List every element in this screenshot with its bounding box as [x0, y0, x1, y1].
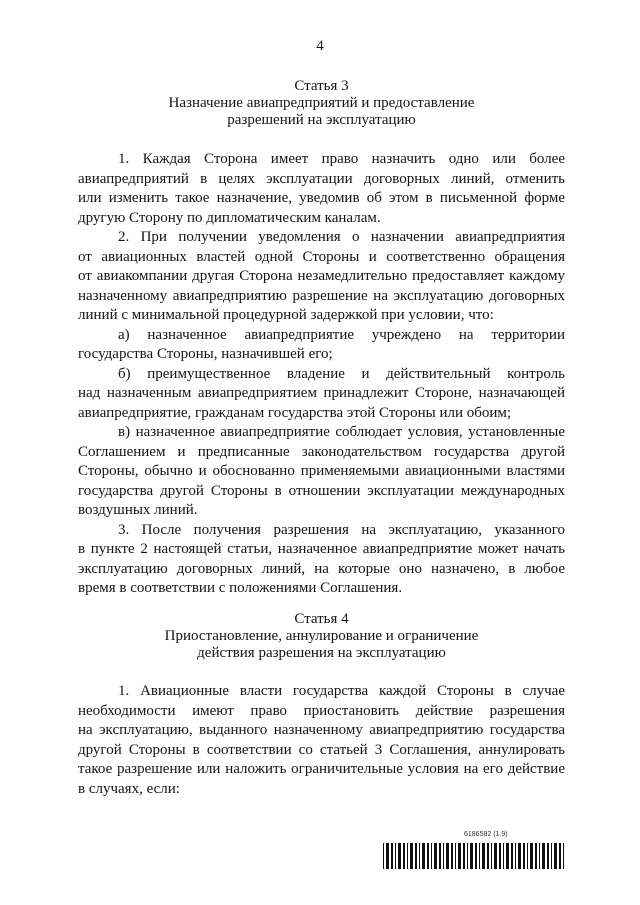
article-4-heading: [78, 611, 565, 662]
text-line: в) назначенное авиапредприятие соблюдает условия, установленные: [118, 424, 565, 440]
barcode-bar: [415, 843, 417, 869]
text-line: время в соответствии с положениями Соглашения.: [78, 580, 403, 596]
barcode-bar: [467, 843, 468, 869]
text-line: от авиакомпании другая Сторона незамедлительно предоставляет каждому: [78, 268, 565, 284]
text-line: линий с минимальной процедурной задержкой при условии, что:: [78, 307, 494, 323]
text-line: 1. Авиационные власти государства каждой Стороны в случае: [118, 683, 565, 699]
text-line: на эксплуатацию, выданного назначенному авиапредприятию государства: [78, 722, 565, 738]
text-line: государства другой Стороны в отношении эксплуатации международных: [78, 482, 565, 499]
text-line: а) назначенное авиапредприятие учреждено на территории: [118, 326, 565, 343]
barcode-caption: 6186582 (1.9): [464, 831, 508, 838]
barcode-bar: [511, 843, 513, 869]
text-line: необходимости имеют право приостановить действие разрешения: [78, 702, 565, 719]
text-line: воздушных линий.: [78, 502, 198, 518]
article-3-body: [78, 150, 565, 599]
text-line: авиапредприятие, гражданам государства этой Стороны или обоим;: [78, 404, 512, 421]
barcode-bar: [455, 843, 456, 869]
text-line: Соглашением и предписанные законодательством государства другой: [78, 443, 565, 460]
text-line: эксплуатацию договорных линий, на которые оно назначено, в любое: [78, 560, 565, 577]
text-line: другой Стороны в соответствии со статьей 3 Соглашения, аннулировать: [78, 741, 565, 758]
barcode-bar: [530, 843, 533, 869]
barcode-bar: [506, 843, 509, 869]
barcode-bar: [383, 843, 384, 869]
barcode-bar: [422, 843, 425, 869]
text-line: другую Сторону по дипломатическим каналам.: [78, 209, 381, 226]
barcode-bar: [407, 843, 408, 869]
barcode-bar: [446, 843, 449, 869]
text-line: в пункте 2 настоящей статьи, назначенное авиапредприятие может начать: [78, 541, 565, 557]
barcode-bar: [443, 843, 444, 869]
text-line: над назначенным авиапредприятием принадлежит Стороне, назначающей: [78, 385, 565, 401]
text-line: государства Стороны, назначившей его;: [78, 346, 333, 362]
text-line: в случаях, если:: [78, 780, 180, 797]
text-line: 2. При получении уведомления о назначении авиапредприятия: [118, 229, 565, 245]
text-line: авиапредприятий в целях эксплуатации договорных линий, отменить: [78, 170, 565, 187]
barcode-bar: [395, 843, 396, 869]
item-a: [78, 326, 565, 365]
barcode-bar: [434, 843, 437, 869]
barcode-bar: [391, 843, 393, 869]
barcode-bar: [542, 843, 545, 869]
barcode-bar: [403, 843, 405, 869]
barcode-bar: [518, 843, 521, 869]
article-4-subtitle-line: Приостановление, аннулирование и ограничение: [164, 628, 479, 644]
barcode-bar: [559, 843, 561, 869]
article-4-subtitle-line: действия разрешения на эксплуатацию: [197, 645, 446, 661]
barcode-bar: [470, 843, 473, 869]
article-3-subtitle-line: разрешений на эксплуатацию: [227, 112, 416, 128]
barcode-bar: [386, 843, 389, 869]
text-line: 1. Каждая Сторона имеет право назначить одно или более: [118, 151, 565, 167]
barcode-bar: [410, 843, 413, 869]
barcode-bar: [515, 843, 516, 869]
text-line: или изменить такое назначение, уведомив об этом в письменной форме: [78, 190, 565, 206]
barcode-bar: [479, 843, 480, 869]
text-line: от авиационных властей одной Стороны и соответственно обращения: [78, 248, 565, 265]
paragraph-1: [78, 682, 565, 799]
barcode-bar: [547, 843, 549, 869]
article-3-heading: [78, 78, 565, 129]
barcode-bar: [482, 843, 485, 869]
barcode-bar: [427, 843, 429, 869]
paragraph-3: [78, 521, 565, 599]
barcode-bar: [475, 843, 477, 869]
barcode-bar: [463, 843, 465, 869]
item-c: [78, 423, 565, 521]
text-line: назначенному авиапредприятию разрешение на эксплуатацию договорных: [78, 287, 565, 304]
item-b: [78, 365, 565, 424]
barcode-bar: [487, 843, 489, 869]
barcode-bar: [539, 843, 540, 869]
barcode-bar: [563, 843, 564, 869]
barcode-bar: [499, 843, 501, 869]
paragraph-2: [78, 228, 565, 326]
barcode-bar: [431, 843, 432, 869]
text-line: такое разрешение или наложить ограничительные условия на его действие: [78, 761, 565, 777]
article-4-body: [78, 682, 565, 799]
paragraph-1: [78, 150, 565, 228]
barcode-bar: [494, 843, 497, 869]
barcode-bar: [458, 843, 461, 869]
article-4-title: Статья 4: [294, 611, 349, 627]
barcode-bar: [419, 843, 420, 869]
barcode-bar: [439, 843, 441, 869]
barcode-bar: [451, 843, 453, 869]
article-3-title: Статья 3: [294, 78, 349, 94]
barcode-bar: [523, 843, 525, 869]
barcode-bar: [398, 843, 401, 869]
text-line: 3. После получения разрешения на эксплуатацию, указанного: [118, 521, 565, 538]
article-3-subtitle-line: Назначение авиапредприятий и предоставление: [168, 95, 475, 111]
barcode-bar: [527, 843, 528, 869]
barcode-bar: [535, 843, 537, 869]
barcode-bar: [554, 843, 557, 869]
page-number: 4: [316, 38, 324, 54]
barcode-bar: [503, 843, 504, 869]
barcode: [383, 843, 567, 869]
text-line: Стороны, обычно и обоснованно применяемыми авиационными властями: [78, 463, 565, 479]
barcode-bar: [491, 843, 492, 869]
text-line: б) преимущественное владение и действительный контроль: [118, 365, 565, 382]
barcode-bar: [551, 843, 552, 869]
